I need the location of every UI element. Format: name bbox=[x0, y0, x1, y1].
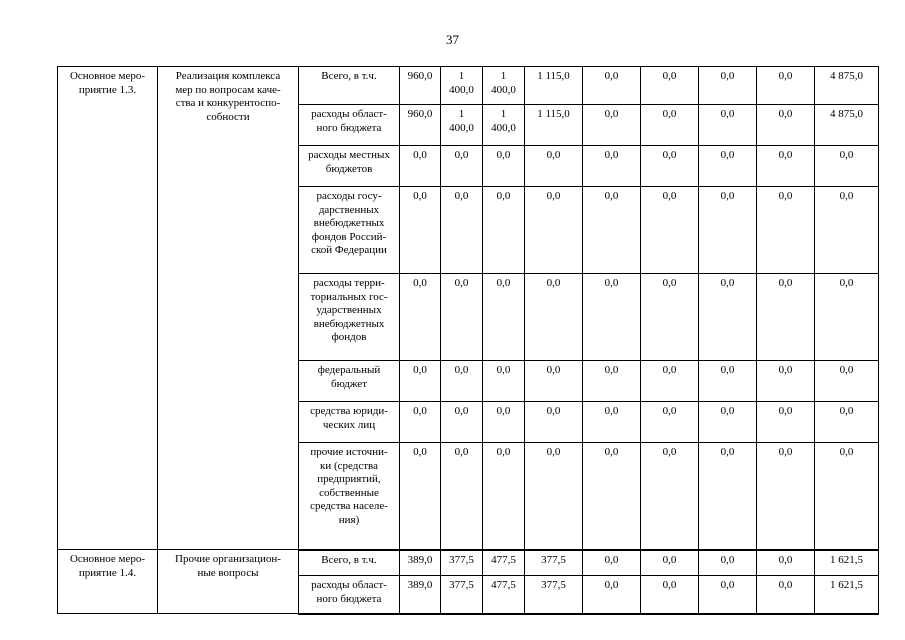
value-cell: 1 400,0 bbox=[483, 67, 525, 105]
value-cell: 0,0 bbox=[583, 550, 641, 576]
value-cell: 0,0 bbox=[525, 443, 583, 550]
value-cell: 0,0 bbox=[641, 443, 699, 550]
value-cell: 0,0 bbox=[757, 443, 815, 550]
value-cell: 0,0 bbox=[483, 146, 525, 187]
value-cell: 0,0 bbox=[525, 274, 583, 361]
value-cell: 0,0 bbox=[757, 187, 815, 274]
value-cell: 960,0 bbox=[400, 67, 441, 105]
value-cell: 377,5 bbox=[525, 550, 583, 576]
budget-table bbox=[57, 66, 879, 615]
value-cell: 0,0 bbox=[483, 443, 525, 550]
value-cell: 0,0 bbox=[441, 402, 483, 443]
description-cell: Реализация комплекса мер по вопросам каче- ства и конкурентоспо- собности bbox=[158, 67, 299, 550]
funding-source-cell: расходы област- ного бюджета bbox=[299, 576, 400, 614]
value-cell: 0,0 bbox=[583, 187, 641, 274]
funding-source-cell: расходы терри- ториальных гос- ударственных внебюджетных фондов bbox=[299, 274, 400, 361]
event-cell: Основное меро- приятие 1.4. bbox=[58, 550, 158, 614]
value-cell: 0,0 bbox=[699, 576, 757, 614]
value-cell: 0,0 bbox=[641, 105, 699, 146]
value-cell: 0,0 bbox=[400, 274, 441, 361]
value-cell: 0,0 bbox=[641, 550, 699, 576]
funding-source-cell: Всего, в т.ч. bbox=[299, 550, 400, 576]
value-cell: 0,0 bbox=[757, 550, 815, 576]
value-cell: 0,0 bbox=[525, 146, 583, 187]
value-cell: 0,0 bbox=[815, 146, 879, 187]
value-cell: 0,0 bbox=[699, 402, 757, 443]
value-cell: 0,0 bbox=[815, 274, 879, 361]
value-cell: 1 400,0 bbox=[441, 67, 483, 105]
value-cell: 0,0 bbox=[483, 402, 525, 443]
value-cell: 0,0 bbox=[441, 443, 483, 550]
value-cell: 0,0 bbox=[441, 187, 483, 274]
value-cell: 1 400,0 bbox=[441, 105, 483, 146]
value-cell: 0,0 bbox=[400, 402, 441, 443]
value-cell: 0,0 bbox=[699, 146, 757, 187]
value-cell: 0,0 bbox=[400, 443, 441, 550]
value-cell: 0,0 bbox=[699, 361, 757, 402]
value-cell: 4 875,0 bbox=[815, 105, 879, 146]
value-cell: 0,0 bbox=[699, 274, 757, 361]
value-cell: 0,0 bbox=[483, 187, 525, 274]
value-cell: 1 115,0 bbox=[525, 105, 583, 146]
table-row bbox=[58, 67, 879, 105]
value-cell: 377,5 bbox=[441, 550, 483, 576]
value-cell: 0,0 bbox=[583, 361, 641, 402]
value-cell: 389,0 bbox=[400, 576, 441, 614]
value-cell: 0,0 bbox=[815, 187, 879, 274]
value-cell: 0,0 bbox=[699, 67, 757, 105]
value-cell: 0,0 bbox=[757, 402, 815, 443]
value-cell: 0,0 bbox=[699, 105, 757, 146]
value-cell: 0,0 bbox=[641, 67, 699, 105]
value-cell: 0,0 bbox=[525, 361, 583, 402]
value-cell: 0,0 bbox=[699, 187, 757, 274]
value-cell: 0,0 bbox=[525, 187, 583, 274]
value-cell: 389,0 bbox=[400, 550, 441, 576]
value-cell: 477,5 bbox=[483, 576, 525, 614]
value-cell: 477,5 bbox=[483, 550, 525, 576]
value-cell: 0,0 bbox=[757, 105, 815, 146]
value-cell: 1 621,5 bbox=[815, 576, 879, 614]
funding-source-cell: Всего, в т.ч. bbox=[299, 67, 400, 105]
value-cell: 377,5 bbox=[441, 576, 483, 614]
value-cell: 0,0 bbox=[483, 361, 525, 402]
value-cell: 0,0 bbox=[583, 402, 641, 443]
value-cell: 0,0 bbox=[815, 361, 879, 402]
event-cell: Основное меро- приятие 1.3. bbox=[58, 67, 158, 550]
value-cell: 0,0 bbox=[583, 576, 641, 614]
value-cell: 0,0 bbox=[400, 187, 441, 274]
funding-source-cell: расходы местных бюджетов bbox=[299, 146, 400, 187]
value-cell: 0,0 bbox=[757, 576, 815, 614]
value-cell: 0,0 bbox=[583, 146, 641, 187]
funding-source-cell: средства юриди- ческих лиц bbox=[299, 402, 400, 443]
value-cell: 377,5 bbox=[525, 576, 583, 614]
value-cell: 0,0 bbox=[400, 146, 441, 187]
description-cell: Прочие организацион- ные вопросы bbox=[158, 550, 299, 614]
value-cell: 0,0 bbox=[757, 274, 815, 361]
value-cell: 0,0 bbox=[583, 443, 641, 550]
funding-source-cell: расходы госу- дарственных внебюджетных фондов Россий- ской Федерации bbox=[299, 187, 400, 274]
value-cell: 0,0 bbox=[525, 402, 583, 443]
value-cell: 0,0 bbox=[757, 67, 815, 105]
table-row bbox=[58, 550, 879, 576]
value-cell: 0,0 bbox=[815, 443, 879, 550]
value-cell: 0,0 bbox=[441, 274, 483, 361]
value-cell: 0,0 bbox=[757, 146, 815, 187]
value-cell: 0,0 bbox=[441, 361, 483, 402]
funding-source-cell: федеральный бюджет bbox=[299, 361, 400, 402]
value-cell: 0,0 bbox=[699, 550, 757, 576]
value-cell: 0,0 bbox=[400, 361, 441, 402]
value-cell: 0,0 bbox=[641, 146, 699, 187]
value-cell: 0,0 bbox=[641, 274, 699, 361]
value-cell: 0,0 bbox=[483, 274, 525, 361]
page-number: 37 bbox=[446, 32, 459, 47]
value-cell: 4 875,0 bbox=[815, 67, 879, 105]
value-cell: 1 115,0 bbox=[525, 67, 583, 105]
value-cell: 1 621,5 bbox=[815, 550, 879, 576]
value-cell: 0,0 bbox=[757, 361, 815, 402]
value-cell: 0,0 bbox=[699, 443, 757, 550]
value-cell: 0,0 bbox=[641, 402, 699, 443]
value-cell: 1 400,0 bbox=[483, 105, 525, 146]
value-cell: 0,0 bbox=[641, 361, 699, 402]
value-cell: 0,0 bbox=[641, 576, 699, 614]
funding-source-cell: прочие источни- ки (средства предприятий, собственные средства населе- ния) bbox=[299, 443, 400, 550]
value-cell: 0,0 bbox=[641, 187, 699, 274]
value-cell: 0,0 bbox=[583, 274, 641, 361]
value-cell: 0,0 bbox=[815, 402, 879, 443]
value-cell: 0,0 bbox=[583, 67, 641, 105]
value-cell: 0,0 bbox=[441, 146, 483, 187]
value-cell: 960,0 bbox=[400, 105, 441, 146]
funding-source-cell: расходы област- ного бюджета bbox=[299, 105, 400, 146]
value-cell: 0,0 bbox=[583, 105, 641, 146]
